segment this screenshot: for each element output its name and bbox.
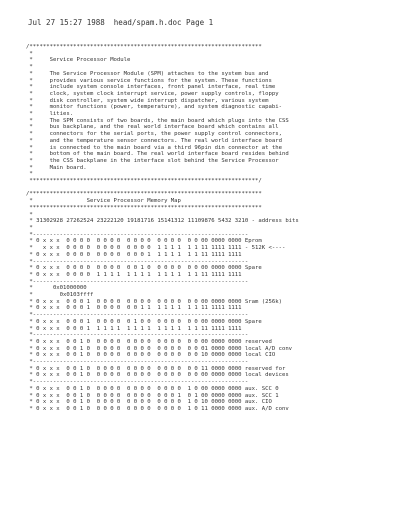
listing-line: * 0 x x x 0 0 0 0 1 1 1 1 1 1 1 1 1 1 1 1 1 1 11 1111 1111 xyxy=(26,271,242,278)
listing-line: * disk controller, system wide interrupt dispatcher, various system xyxy=(26,97,269,104)
listing-line: * 31302928 27262524 23222120 19181716 15141312 11109876 5432 3210 - address bits xyxy=(26,218,299,225)
listing-line: * Service Processor Module xyxy=(26,57,131,64)
listing-line: *---------------------------------------------------------------- xyxy=(26,258,249,265)
listing-line: * 0 x x x 0 0 1 0 0 0 0 0 0 0 0 0 0 0 0 0 0 0 01 0000 0000 local A/D conv xyxy=(26,345,293,352)
listing-line: * xyxy=(26,211,33,218)
listing-line: * x x x 0 0 0 0 0 0 0 0 0 0 0 0 1 1 1 1 1 1 11 1111 1111 - 512K <---- xyxy=(26,245,286,252)
listing-line: ********************************************************************/ xyxy=(26,178,262,185)
listing-line: * 0 x x x 0 0 0 0 0 0 0 0 0 0 1 0 0 0 0 0 0 0 00 0000 0000 Spare xyxy=(26,265,262,272)
listing-line: * connectors for the serial ports, the power supply control connectors, xyxy=(26,131,282,138)
listing-line: * include system console interfaces, front panel interface, real time xyxy=(26,84,276,91)
listing-line: * xyxy=(26,64,33,71)
listing-line: *---------------------------------------------------------------- xyxy=(26,379,249,386)
listing-line: * clock, system clock interrupt service, power supply controls, floppy xyxy=(26,90,279,97)
listing-line: * Service Processor Memory Map xyxy=(26,198,181,205)
listing-line: * xyxy=(26,171,33,178)
listing-line: *---------------------------------------------------------------- xyxy=(26,332,249,339)
listing-line: * 0 x x x 0 0 0 0 0 0 0 0 0 0 0 1 1 1 1 1 1 1 11 1111 1111 xyxy=(26,251,242,258)
listing-line: * 0 x x x 0 0 0 1 0 0 0 0 0 0 0 0 0 0 0 0 0 0 00 0000 0000 Sram (256k) xyxy=(26,298,282,305)
listing-line: * 0 x x x 0 0 0 1 0 0 0 0 0 1 0 0 0 0 0 0 0 0 00 0000 0000 Spare xyxy=(26,318,262,325)
listing-line: * and the temperature sensor connectors. The real world interface board xyxy=(26,137,282,144)
listing-line: * 0 x x x 0 0 1 0 0 0 0 0 0 0 0 0 0 0 0 0 1 0 00 0000 0000 aux. SCC 0 xyxy=(26,385,279,392)
page-header xyxy=(28,18,213,27)
listing-line: * lities. xyxy=(26,111,74,118)
listing-line: * 0 x x x 0 0 1 0 0 0 0 0 0 0 0 0 0 0 0 0 1 0 11 0000 0000 aux. A/D conv xyxy=(26,405,289,412)
listing-line: * 0 x x x 0 0 1 0 0 0 0 0 0 0 0 0 0 0 0 0 0 0 00 0000 0000 reserved xyxy=(26,338,272,345)
listing-line: * 0 x x x 0 0 1 0 0 0 0 0 0 0 0 0 0 0 0 0 1 0 10 0000 0000 aux. CIO xyxy=(26,399,272,406)
listing-line: * The SPM consists of two boards, the main board which plugs into the CSS xyxy=(26,117,289,124)
listing-line: * provides various service functions for the system. These functions xyxy=(26,77,272,84)
listing-line: * 0x01000000 xyxy=(26,285,87,292)
listing-line: /********************************************************************* xyxy=(26,191,262,198)
listing-line: *---------------------------------------------------------------- xyxy=(26,278,249,285)
file-name: head/spam.h.doc xyxy=(113,18,182,27)
listing-line: * bus backplane, and the real world interface board which contains all xyxy=(26,124,279,131)
listing-line: * bottom of the main board. The real world interface board resides behind xyxy=(26,151,289,158)
listing-line: ********************************************************************* xyxy=(26,204,262,211)
listing-line: * 0 x x x 0 0 1 0 0 0 0 0 0 0 0 0 0 0 0 0 0 0 00 0000 0000 local devices xyxy=(26,372,289,379)
page-number: Page 1 xyxy=(186,18,214,27)
listing-line: * monitor functions (power, temperature), and system diagnostic capabi- xyxy=(26,104,282,111)
listing-line: * Main board. xyxy=(26,164,87,171)
listing-line: * 0x0103ffff xyxy=(26,292,94,299)
listing-line: *---------------------------------------------------------------- xyxy=(26,231,249,238)
listing-line: /********************************************************************* xyxy=(26,44,262,50)
print-date: Jul 27 15:27 1988 xyxy=(28,18,105,27)
listing-line: * 0 x x x 0 0 1 0 0 0 0 0 0 0 0 0 0 0 0 0 0 0 10 0000 0000 local CIO xyxy=(26,352,276,359)
listing-line: * 0 x x x 0 0 1 0 0 0 0 0 0 0 0 0 0 0 0 0 0 0 11 0000 0000 reserved for xyxy=(26,365,286,372)
listing-line: * xyxy=(26,224,33,231)
listing-line: *---------------------------------------------------------------- xyxy=(26,359,249,366)
listing-line: * The Service Processor Module (SPM) attaches to the system bus and xyxy=(26,70,269,77)
listing-line: * 0 x x x 0 0 1 0 0 0 0 0 0 0 0 0 0 0 0 1 0 1 00 0000 0000 aux. SCC 1 xyxy=(26,392,279,399)
source-listing xyxy=(26,44,299,413)
listing-line: * 0 x x x 0 0 0 0 0 0 0 0 0 0 0 0 0 0 0 0 0 0 00 0000 0000 Eprom xyxy=(26,238,262,245)
listing-line: * the CSS backplane in the interface slot behind the Service Processor xyxy=(26,157,279,164)
listing-line: * 0 x x x 0 0 0 1 1 1 1 1 1 1 1 1 1 1 1 1 1 1 11 1111 1111 xyxy=(26,325,242,332)
listing-line: * is connected to the main board via a third 96pin din connector at the xyxy=(26,144,282,151)
listing-line: * xyxy=(26,50,33,57)
listing-line: *---------------------------------------------------------------- xyxy=(26,312,249,319)
listing-line: * 0 x x x 0 0 0 1 0 0 0 0 0 0 1 1 1 1 1 1 1 1 11 1111 1111 xyxy=(26,305,242,312)
